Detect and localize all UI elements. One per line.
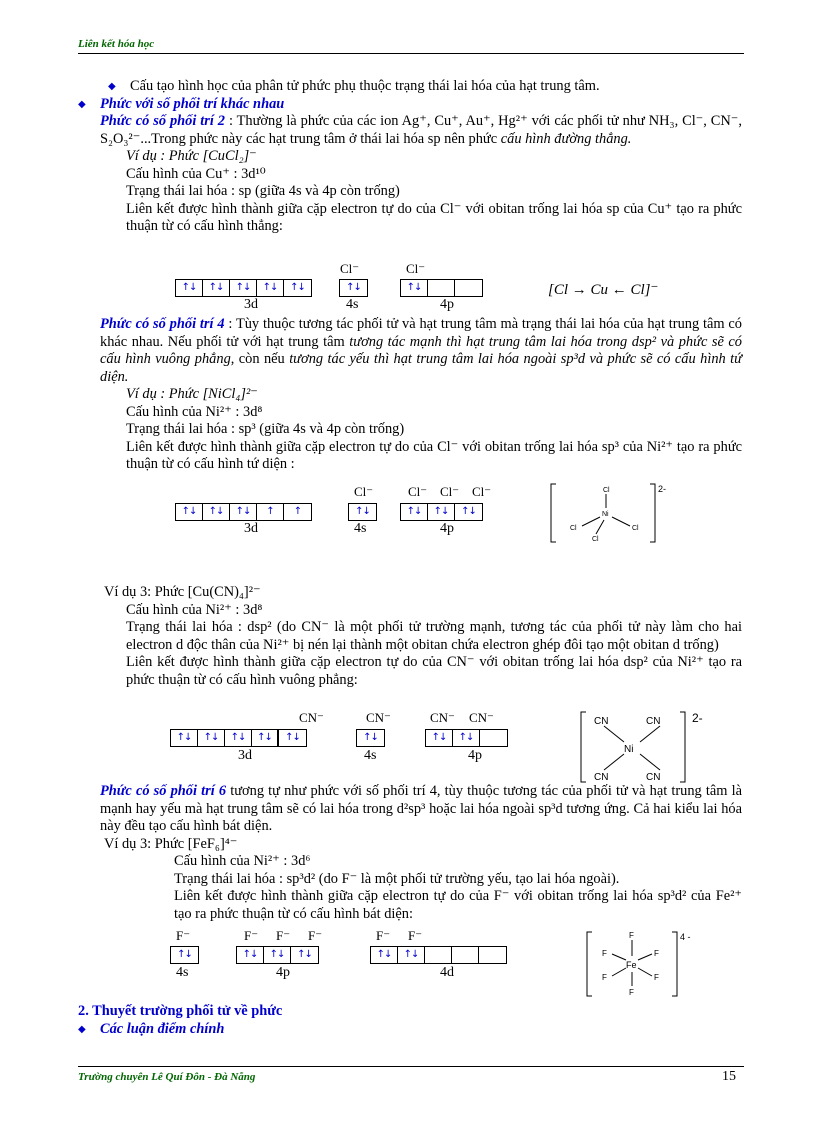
tetrahedral-structure <box>548 480 678 546</box>
orbital-4s: ↑↓ <box>348 503 377 521</box>
svg-text:CN: CN <box>646 716 661 727</box>
orbital-3d: ↑↓ ↑↓ ↑↓ ↑↓ ↑↓ <box>170 729 307 747</box>
svg-text:Cl: Cl <box>570 525 577 532</box>
page-footer: Trường chuyên Lê Quí Đôn - Đà Nẵng <box>78 1071 256 1083</box>
ex1-config: Cấu hình của Cu⁺ : 3d¹⁰ <box>126 165 266 182</box>
ex4-line: Ví dụ 3: Phức [FeF₆]⁴⁻ <box>104 835 238 852</box>
page-number: 15 <box>722 1069 736 1084</box>
ex2-line: Ví dụ : Phức [NiCl₄]²⁻ <box>126 386 258 402</box>
svg-text:Cl: Cl <box>603 487 610 494</box>
orbital-4p: ↑↓ ↑↓ ↑↓ <box>236 946 319 964</box>
ex1-bond: Liên kết được hình thành giữa cặp electron tự do của Cl⁻ với obitan trống lai hóa sp của Cu⁺ tạo ra phức thuận từ có cấu hình thẳng: <box>126 200 742 234</box>
ex1-hybrid: Trạng thái lai hóa : sp (giữa 4s và 4p còn trống) <box>126 183 400 199</box>
svg-text:Cl: Cl <box>592 536 599 543</box>
ex3-line: Ví dụ 3: Phức [Cu(CN)₄]²⁻ <box>104 584 261 600</box>
ex4-config: Cấu hình của Ni²⁺ : 3d⁶ <box>174 853 311 869</box>
section-2-title: 2. Thuyết trường phối tử về phức <box>78 1003 283 1019</box>
svg-text:2-: 2- <box>692 711 703 725</box>
label-3d: 3d <box>244 297 258 312</box>
svg-text:Ni: Ni <box>602 511 609 518</box>
orbital-4s: ↑↓ <box>170 946 199 964</box>
square-planar-structure <box>578 708 728 786</box>
svg-text:CN: CN <box>594 772 609 783</box>
label-4p: 4p <box>440 297 454 312</box>
svg-text:Fe: Fe <box>626 960 637 970</box>
cn2-title: Phức có số phối trí 2 <box>100 113 225 129</box>
orbital-3d: ↑↓ ↑↓ ↑↓ ↑↓ ↑↓ <box>175 279 312 297</box>
diamond-bullet-icon: ◆ <box>78 1023 86 1035</box>
bullet-text: Cấu tạo hình học của phân tử phức phụ thuộc trạng thái lai hóa của hạt trung tâm. <box>130 78 600 94</box>
svg-text:CN: CN <box>594 716 609 727</box>
ligand-label: Cl⁻ <box>340 261 360 276</box>
orbital-4s: ↑↓ <box>339 279 368 297</box>
svg-text:F: F <box>654 949 659 958</box>
ex4-bond: Liên kết được hình thành giữa cặp electron tự do của F⁻ với obitan trống lai hóa sp³d² của Fe²⁺ tạo ra phức thuận từ có cấu hình bát diện: <box>174 888 742 922</box>
orbital-4p: ↑↓ ↑↓ <box>425 729 508 747</box>
page-header: Liên kết hóa học <box>78 38 155 50</box>
orbital-4s: ↑↓ <box>356 729 385 747</box>
ex3-config: Cấu hình của Ni²⁺ : 3d⁸ <box>126 601 263 618</box>
svg-text:CN: CN <box>646 772 661 783</box>
orbital-4d: ↑↓ ↑↓ <box>370 946 507 964</box>
ex4-hybrid: Trạng thái lai hóa : sp³d² (do F⁻ là một phối tử trường yếu, tạo lai hóa ngoài). <box>174 870 620 887</box>
heading-main-points: Các luận điểm chính <box>100 1020 225 1037</box>
ex2-config: Cấu hình của Ni²⁺ : 3d⁸ <box>126 403 263 420</box>
svg-text:4 -: 4 - <box>680 932 691 942</box>
svg-text:F: F <box>602 949 607 958</box>
svg-text:F: F <box>602 973 607 982</box>
svg-text:F: F <box>629 988 634 997</box>
section-cn2 <box>78 78 742 236</box>
section-ex3 <box>78 584 742 689</box>
header-rule <box>78 53 744 54</box>
ex2-hybrid: Trạng thái lai hóa : sp³ (giữa 4s và 4p còn trống) <box>126 421 405 437</box>
cucl2-formula: [Cl → Cu ← Cl]⁻ <box>548 282 659 298</box>
orbital-4p: ↑↓ ↑↓ ↑↓ <box>400 503 483 521</box>
cn2-body: : Thường là phức của các ion Ag⁺, Cu⁺, Au⁺, Hg²⁺ với các phối tử như NH₃, Cl⁻, CN⁻, S₂O₃²⁻...Trong phức này các hạt trung tâm ở thái lai hóa sp nên phức <box>100 113 742 147</box>
section-cn6: Phức có số phối trí 6 tương tự như phức với số phối trí 4, tùy thuộc tương tác của phối tử và hạt trung tâm là mạnh hay yếu mà hạt trung tâm sẽ có lai hóa trong d²sp³ hoặc lai hóa ngoài sp³d tương ứng. Cả hai kiểu lai hóa này đều tạo cấu hình bát diện. Ví dụ 3: Phức [FeF₆]⁴⁻ Cấu hình của Ni²⁺ : 3d⁶ Trạng thái lai hóa : sp³d² (do F⁻ là một phối tử trường yếu, tạo lai hóa ngoài). Liên kết được hình thành giữa cặp electron tự do của F⁻ với obitan trống lai hóa sp³d² của Fe²⁺ tạo ra phức thuận từ có cấu hình bát diện: <box>78 783 742 923</box>
footer-rule <box>78 1066 744 1067</box>
ex2-bond: Liên kết được hình thành giữa cặp electron tự do của Cl⁻ với obitan trống lai hóa sp³ của Ni²⁺ tạo ra phức thuận từ có cấu hình tứ diện : <box>126 438 742 472</box>
orbital-4p: ↑↓ <box>400 279 483 297</box>
heading-coordination: Phức với số phối trí khác nhau <box>100 95 285 112</box>
cn2-shape: cấu hình đường thẳng. <box>500 130 632 147</box>
section-2 <box>78 1003 742 1038</box>
square-bullet-icon: ◆ <box>108 81 116 92</box>
svg-text:Ni: Ni <box>624 744 634 755</box>
svg-text:F: F <box>629 931 634 940</box>
ligand-label: Cl⁻ <box>406 261 426 276</box>
svg-text:2-: 2- <box>658 484 667 494</box>
label-4s: 4s <box>346 297 359 312</box>
section-cn4: Phức có số phối trí 4 : Tùy thuộc tương tác phối tử và hạt trung tâm mà trạng thái lai hóa của hạt trung tâm có khác nhau. Nếu phối tử với hạt trung tâm tương tác mạnh thì hạt trung tâm lai hóa trong dsp² và phức sẽ có cấu hình vuông phẳng, còn nếu tương tác yếu thì hạt trung tâm lai hóa ngoài sp³d và phức sẽ có cấu hình tứ diện. Ví dụ : Phức [NiCl₄]²⁻ Cấu hình của Ni²⁺ : 3d⁸ Trạng thái lai hóa : sp³ (giữa 4s và 4p còn trống) Liên kết được hình thành giữa cặp electron tự do của Cl⁻ với obitan trống lai hóa sp³ của Ni²⁺ tạo ra phức thuận từ có cấu hình tứ diện : <box>78 316 742 474</box>
ex3-hybrid: Trạng thái lai hóa : dsp² (do CN⁻ là một phối tử trường mạnh, tương tác của phối tử này làm cho hai electron d độc thân của Ni²⁺ bị nén lại thành một obitan chứa electron ghép đôi tạo một obitan d trống) <box>126 619 742 653</box>
orbital-3d: ↑↓ ↑↓ ↑↓ ↑ ↑ <box>175 503 312 521</box>
ex1-line: Ví dụ : Phức [CuCl₂]⁻ <box>126 148 257 164</box>
diamond-bullet-icon: ◆ <box>78 98 86 110</box>
octahedral-structure <box>584 928 714 1000</box>
svg-text:F: F <box>654 973 659 982</box>
svg-text:Cl: Cl <box>632 525 639 532</box>
ex3-bond: Liên kết được hình thành giữa cặp electron tự do của CN⁻ với obitan trống lai hóa dsp² của Ni²⁺ tạo ra phức thuận từ có cấu hình vuông phẳng: <box>126 654 742 688</box>
